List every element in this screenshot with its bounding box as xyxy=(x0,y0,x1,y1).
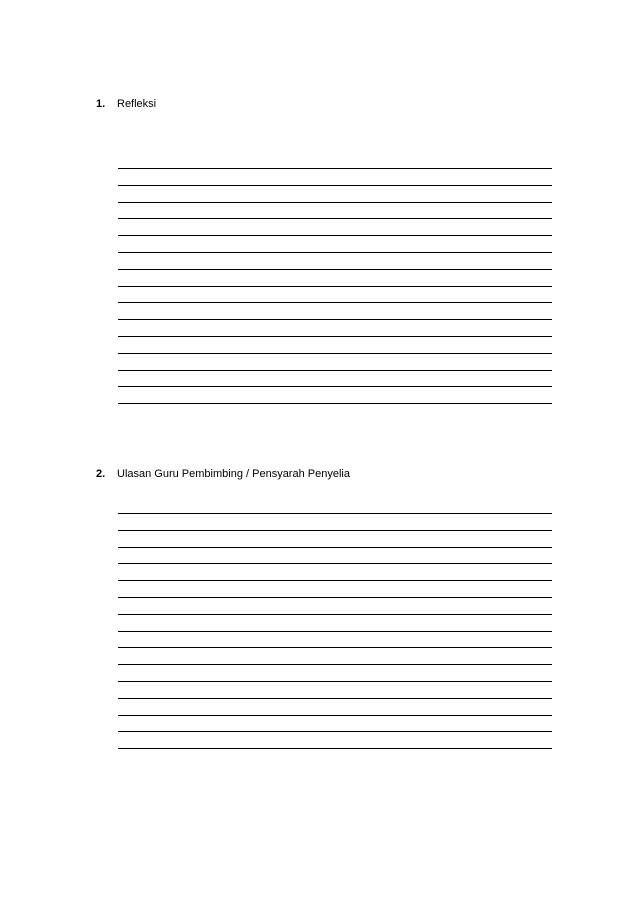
answer-line xyxy=(118,580,552,581)
section-2-number: 2. xyxy=(96,468,106,480)
supervisor-review-answer-lines[interactable] xyxy=(118,513,552,753)
answer-line xyxy=(118,597,552,598)
section-2-heading xyxy=(96,467,350,481)
answer-line xyxy=(118,698,552,699)
answer-line xyxy=(118,370,552,371)
answer-line xyxy=(118,353,552,354)
section-1-title: Refleksi xyxy=(117,98,157,110)
answer-line xyxy=(118,731,552,732)
answer-line xyxy=(118,319,552,320)
answer-line xyxy=(118,547,552,548)
reflection-answer-lines[interactable] xyxy=(118,168,552,408)
answer-line xyxy=(118,386,552,387)
section-2-title: Ulasan Guru Pembimbing / Pensyarah Penyelia xyxy=(117,468,350,480)
answer-line xyxy=(118,715,552,716)
answer-line xyxy=(118,647,552,648)
answer-line xyxy=(118,664,552,665)
answer-line xyxy=(118,218,552,219)
answer-line xyxy=(118,252,552,253)
answer-line xyxy=(118,202,552,203)
answer-line xyxy=(118,530,552,531)
answer-line xyxy=(118,269,552,270)
answer-line xyxy=(118,403,552,404)
answer-line xyxy=(118,168,552,169)
answer-line xyxy=(118,235,552,236)
answer-line xyxy=(118,563,552,564)
section-1-heading xyxy=(96,97,156,111)
answer-line xyxy=(118,614,552,615)
answer-line xyxy=(118,286,552,287)
answer-line xyxy=(118,513,552,514)
answer-line xyxy=(118,185,552,186)
answer-line xyxy=(118,681,552,682)
answer-line xyxy=(118,336,552,337)
answer-line xyxy=(118,302,552,303)
answer-line xyxy=(118,631,552,632)
section-1-number: 1. xyxy=(96,98,106,110)
answer-line xyxy=(118,748,552,749)
